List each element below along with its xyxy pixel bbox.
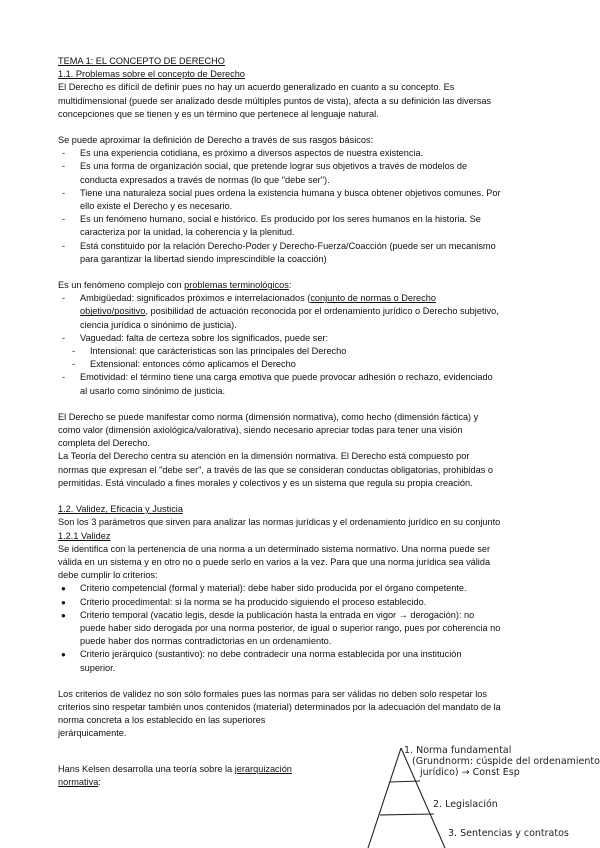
formales-line: jerárquicamente. — [58, 728, 127, 739]
manif-line: completa del Derecho. — [58, 438, 150, 449]
list-item: - Es una experiencia cotidiana, es próximo a diversos aspectos de nuestra existencia. — [62, 148, 424, 159]
intro-line: multidimensional (puede ser analizado desde múltiples puntos de vista), afecta a su definición las diversas — [58, 95, 492, 106]
validez-line: válida en un sistema y en otro no o puede serlo en varios a la vez. Para que una norma jurídica sea válida — [58, 556, 491, 567]
validez-line: debe cumplir lo criterios: — [58, 570, 158, 581]
list-item: - Es una forma de organización social, que pretende lograr sus objetivos a través de modelos de conducta expresados a través de normas (lo que "debe ser"). — [62, 161, 468, 185]
list-item: - Tiene una naturaleza social pues ordena la existencia humana y busca obtener objetivos comunes. Por ello existe el Derecho y es necesario. — [62, 187, 501, 212]
pyramid-level-1: 1. Norma fundamental (Grundnorm: cúspide del ordenamiento jurídico) → Const Esp — [404, 745, 600, 778]
manif-line: La Teoría del Derecho centra su atención en la dimensión normativa. El Derecho está compuesto por — [58, 451, 470, 462]
intro-line: El Derecho es difícil de definir pues no hay un acuerdo generalizado en cuanto a su concepto. Es — [58, 82, 455, 93]
list-item: - Vaguedad: falta de certeza sobre los significados, puede ser: — [62, 332, 329, 343]
rasgos-intro: Se puede aproximar la definición de Derecho a través de sus rasgos básicos: — [58, 135, 374, 146]
manif-line: como valor (dimensión axiológica/valorativa), siendo necesario apreciar todas para tener una visión — [58, 425, 463, 436]
validez-line: Se identifica con la pertenencia de una norma a un determinado sistema normativo. Una norma puede ser — [58, 543, 491, 554]
s12-intro: Son los 3 parámetros que sirven para analizar las normas jurídicas y el ordenamiento jurídico en su conjunto — [58, 517, 501, 528]
pyramid-divider-2 — [380, 814, 434, 815]
list-item: ● Criterio jerárquico (sustantivo): no debe contradecir una norma establecida por una institución superior. — [61, 649, 462, 673]
pyramid-level-2: 2. Legislación — [433, 799, 498, 810]
section-1-2-1-heading: 1.2.1 Validez — [58, 530, 111, 541]
sub-list-item: - Extensional: entonces cómo aplicamos el Derecho — [72, 359, 296, 370]
formales-line: criterios sino respetar también unos contenidos (material) determinados por la adecuación del mandato de la — [58, 701, 501, 712]
kelsen-text: Hans Kelsen desarrolla una teoría sobre la jerarquización normativa: — [58, 764, 292, 788]
list-item: - Está constituido por la relación Derecho-Poder y Derecho-Fuerza/Coacción (puede ser un mecanismo para garantizar la libertad siendo imprescindible la coacción) — [62, 240, 496, 264]
pyramid-level-3: 3. Sentencias y contratos — [448, 828, 569, 839]
list-item: - Emotividad: el término tiene una carga emotiva que puede provocar adhesión o rechazo, evidenciado al usarlo como sinónimo de justicia. — [62, 372, 493, 396]
intro-line: concepciones que se tienen y es un término que pertenece al lenguaje natural. — [58, 108, 379, 119]
formales-line: norma concreta a los establecido en las superiores — [58, 715, 266, 726]
formales-line: Los criterios de validez no son sólo formales pues las normas para ser válidas no deben solo respetar los — [58, 688, 487, 699]
section-1-1-heading: 1.1. Problemas sobre el concepto de Derecho — [58, 69, 245, 80]
list-item: ● Criterio procedimental: si la norma se ha producido siguiendo el proceso establecido. — [61, 596, 427, 607]
doc-title: TEMA 1: EL CONCEPTO DE DERECHO — [58, 56, 225, 66]
complejo-line: Es un fenómeno complejo con problemas terminológicos: — [58, 280, 292, 291]
manif-line: permitidas. Está vinculado a fines morales y colectivos y es un sistema que regula su propia creación. — [58, 477, 473, 488]
list-item: - Es un fenómeno humano, social e histórico. Es producido por los seres humanos en la historia. Se caracteriza por la unidad, la coherencia y la plenitud. — [62, 214, 481, 238]
list-item: ● Criterio temporal (vacatio legis, desde la publicación hasta la entrada en vigor → derogación): no puede haber sido derogada por una norma posterior, de igual o superior rango, pues por coherencia no puede haber dos normas contradictorias en un ordenamiento. — [61, 609, 501, 647]
manif-line: normas que expresan el "debe ser", a través de las que se consideran conductas obligatorias, prohibidas o — [58, 464, 494, 475]
pyramid-left-edge — [368, 748, 401, 848]
section-1-2-heading: 1.2. Validez, Eficacia y Justicia — [58, 504, 183, 515]
list-item: - Ambigüedad: significados próximos e interrelacionados (conjunto de normas o Derecho objetivo/positivo, posibilidad de actuación reconocida por el ordenamiento jurídico o Derecho subjetivo, ciencia jurídica o sinónimo de justicia). — [62, 293, 499, 330]
manif-line: El Derecho se puede manifestar como norma (dimensión normativa), como hecho (dimensión fáctica) y — [58, 411, 479, 422]
sub-list-item: - Intensional: que carácteristicas son las principales del Derecho — [72, 346, 347, 357]
list-item: ● Criterio competencial (formal y material): debe haber sido producida por el órgano competente. — [61, 583, 467, 594]
